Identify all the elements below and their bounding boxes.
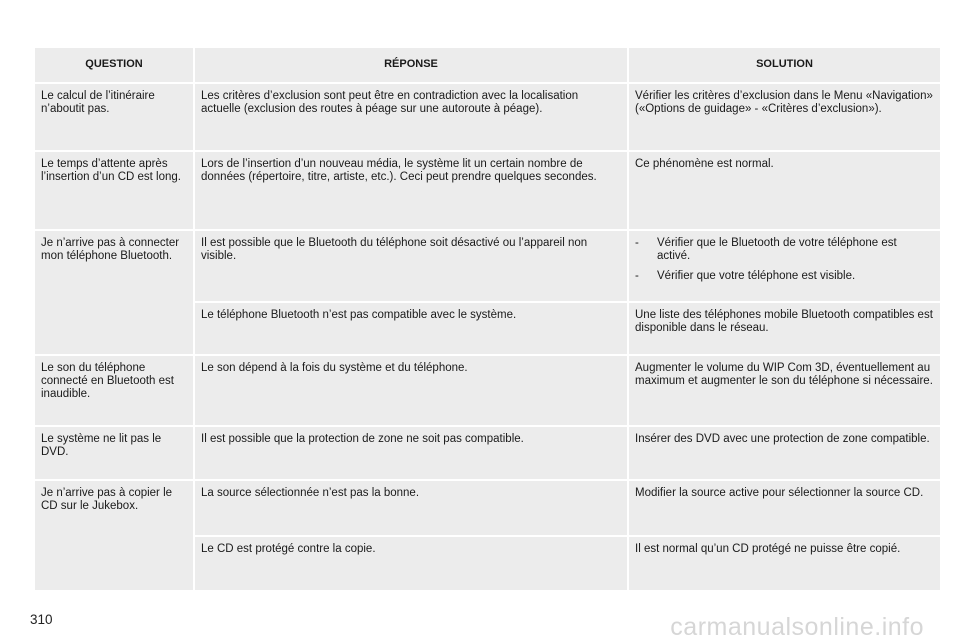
table-row (34, 480, 941, 536)
table-row (34, 151, 941, 230)
list-item-text: Vérifier que votre téléphone est visible. (657, 270, 856, 282)
list-dash: - (635, 270, 639, 282)
solution-cell: Ce phénomène est normal. (628, 151, 941, 230)
solution-cell: Une liste des téléphones mobile Bluetooth compatibles est disponible dans le réseau. (628, 302, 941, 355)
header-question: QUESTION (34, 47, 194, 83)
solution-list (635, 237, 933, 283)
table-header-row (34, 47, 941, 83)
question-cell: Je n’arrive pas à connecter mon téléphone Bluetooth. (34, 230, 194, 355)
reponse-cell: Le son dépend à la fois du système et du téléphone. (194, 355, 628, 426)
question-cell: Le temps d’attente après l’insertion d’un CD est long. (34, 151, 194, 230)
list-item (635, 270, 933, 283)
solution-cell: Insérer des DVD avec une protection de zone compatible. (628, 426, 941, 480)
header-reponse: RÉPONSE (194, 47, 628, 83)
table-row (34, 83, 941, 151)
watermark: carmanualsonline.info (670, 613, 924, 641)
table-row (34, 426, 941, 480)
faq-table-container (33, 46, 933, 590)
header-solution: SOLUTION (628, 47, 941, 83)
reponse-cell: Le téléphone Bluetooth n’est pas compatible avec le système. (194, 302, 628, 355)
question-cell: Le calcul de l’itinéraire n’aboutit pas. (34, 83, 194, 151)
table-row (34, 230, 941, 302)
list-item (635, 237, 933, 263)
solution-cell: Augmenter le volume du WIP Com 3D, éventuellement au maximum et augmenter le son du téléphone si nécessaire. (628, 355, 941, 426)
reponse-cell: Les critères d’exclusion sont peut être en contradiction avec la localisation actuelle (exclusion des routes à péage sur une autoroute à péage). (194, 83, 628, 151)
page-number: 310 (30, 612, 53, 627)
reponse-cell: Lors de l’insertion d’un nouveau média, le système lit un certain nombre de données (répertoire, titre, artiste, etc.). Ceci peut prendre quelques secondes. (194, 151, 628, 230)
reponse-cell: Il est possible que le Bluetooth du téléphone soit désactivé ou l’appareil non visible. (194, 230, 628, 302)
solution-cell: Vérifier les critères d’exclusion dans le Menu «Navigation» («Options de guidage» - «Critères d’exclusion»). (628, 83, 941, 151)
faq-table (33, 46, 942, 592)
list-dash: - (635, 237, 639, 249)
solution-cell: Modifier la source active pour sélectionner la source CD. (628, 480, 941, 536)
solution-cell: Il est normal qu’un CD protégé ne puisse être copié. (628, 536, 941, 591)
question-cell: Le système ne lit pas le DVD. (34, 426, 194, 480)
reponse-cell: Il est possible que la protection de zone ne soit pas compatible. (194, 426, 628, 480)
question-cell: Je n’arrive pas à copier le CD sur le Jukebox. (34, 480, 194, 591)
table-row (34, 355, 941, 426)
question-cell: Le son du téléphone connecté en Bluetooth est inaudible. (34, 355, 194, 426)
list-item-text: Vérifier que le Bluetooth de votre téléphone est activé. (657, 237, 897, 262)
reponse-cell: La source sélectionnée n’est pas la bonne. (194, 480, 628, 536)
reponse-cell: Le CD est protégé contre la copie. (194, 536, 628, 591)
solution-cell (628, 230, 941, 302)
